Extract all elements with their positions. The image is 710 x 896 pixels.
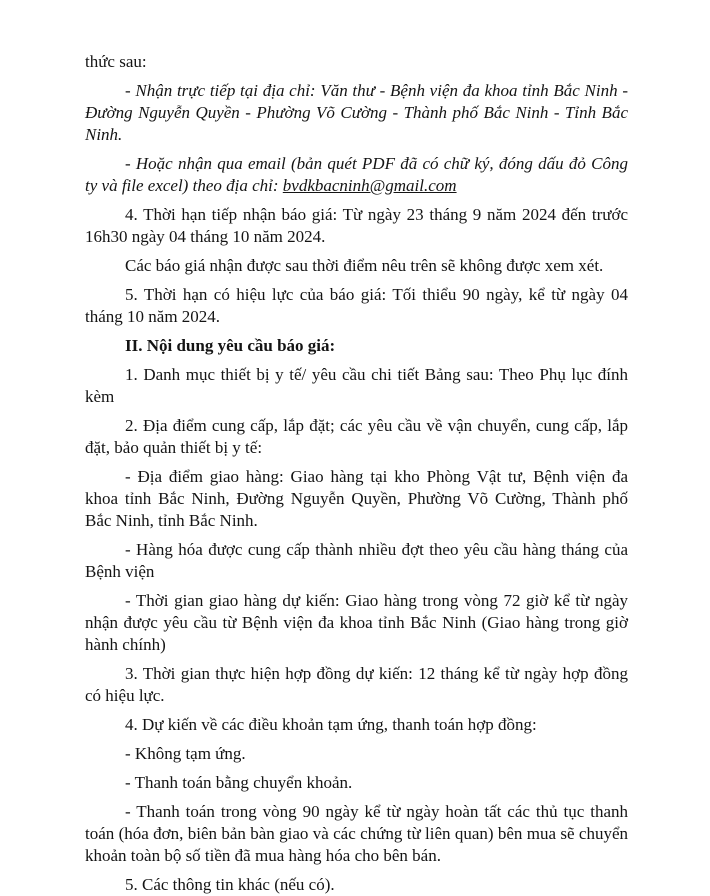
receive-via-email-line	[85, 153, 628, 197]
text-run: - Địa điểm giao hàng: Giao hàng tại kho Phòng Vật tư, Bệnh viện đa khoa tỉnh Bắc Ninh, Đường Nguyễn Quyền, Phường Võ Cường, Thành phố Bắc Ninh, tỉnh Bắc Ninh.	[85, 467, 628, 530]
text-run: - Thanh toán bằng chuyển khoản.	[125, 773, 353, 792]
item-1-equipment-list	[85, 364, 628, 408]
text-run: Các báo giá nhận được sau thời điểm nêu trên sẽ không được xem xét.	[125, 256, 604, 275]
section-ii-heading	[85, 335, 628, 357]
payment-window-detail	[85, 801, 628, 867]
continued-text	[85, 51, 628, 73]
delivery-time-detail	[85, 590, 628, 656]
delivery-location-detail	[85, 466, 628, 532]
no-advance-detail	[85, 743, 628, 765]
text-run: thức sau:	[85, 52, 147, 71]
late-quotes-note	[85, 255, 628, 277]
text-run: II. Nội dung yêu cầu báo giá:	[125, 336, 336, 355]
receive-in-person-line	[85, 80, 628, 146]
item-2-delivery-location	[85, 415, 628, 459]
text-run: 5. Thời hạn có hiệu lực của báo giá: Tối thiểu 90 ngày, kể từ ngày 04 tháng 10 năm 2024.	[85, 285, 628, 326]
deadline-clause	[85, 204, 628, 248]
validity-clause	[85, 284, 628, 328]
item-4-payment-terms	[85, 714, 628, 736]
delivery-batches-detail	[85, 539, 628, 583]
text-run: 4. Dự kiến về các điều khoản tạm ứng, thanh toán hợp đồng:	[125, 715, 537, 734]
bank-transfer-detail	[85, 772, 628, 794]
text-run: - Thanh toán trong vòng 90 ngày kể từ ngày hoàn tất các thủ tục thanh toán (hóa đơn, biên bản bàn giao và các chứng từ liên quan) bên mua sẽ chuyển khoản toàn bộ số tiền đã mua hàng hóa cho bên bán.	[85, 802, 628, 865]
text-run: - Thời gian giao hàng dự kiến: Giao hàng trong vòng 72 giờ kể từ ngày nhận được yêu cầu từ Bệnh viện đa khoa tỉnh Bắc Ninh (Giao hàng trong giờ hành chính)	[85, 591, 628, 654]
email-address[interactable]: bvdkbacninh@gmail.com	[282, 176, 457, 195]
text-run: 4. Thời hạn tiếp nhận báo giá: Từ ngày 23 tháng 9 năm 2024 đến trước 16h30 ngày 04 tháng 10 năm 2024.	[85, 205, 628, 246]
text-run: - Hoặc nhận qua email (bản quét PDF đã có chữ ký, đóng dấu đỏ Công ty và file excel) theo địa chỉ:	[85, 154, 628, 195]
text-run: - Hàng hóa được cung cấp thành nhiều đợt theo yêu cầu hàng tháng của Bệnh viện	[85, 540, 628, 581]
text-run: - Không tạm ứng.	[125, 744, 246, 763]
text-run: 5. Các thông tin khác (nếu có).	[125, 875, 335, 894]
text-run: 1. Danh mục thiết bị y tế/ yêu cầu chi tiết Bảng sau: Theo Phụ lục đính kèm	[85, 365, 628, 406]
text-run: 2. Địa điểm cung cấp, lắp đặt; các yêu cầu về vận chuyển, cung cấp, lắp đặt, bảo quản thiết bị y tế:	[85, 416, 628, 457]
text-run: 3. Thời gian thực hiện hợp đồng dự kiến: 12 tháng kể từ ngày hợp đồng có hiệu lực.	[85, 664, 628, 705]
item-3-contract-duration	[85, 663, 628, 707]
text-run: - Nhận trực tiếp tại địa chỉ: Văn thư - Bệnh viện đa khoa tỉnh Bắc Ninh - Đường Nguyễn Quyền - Phường Võ Cường - Thành phố Bắc Ninh - Tỉnh Bắc Ninh.	[85, 81, 628, 144]
document-body	[85, 51, 628, 896]
